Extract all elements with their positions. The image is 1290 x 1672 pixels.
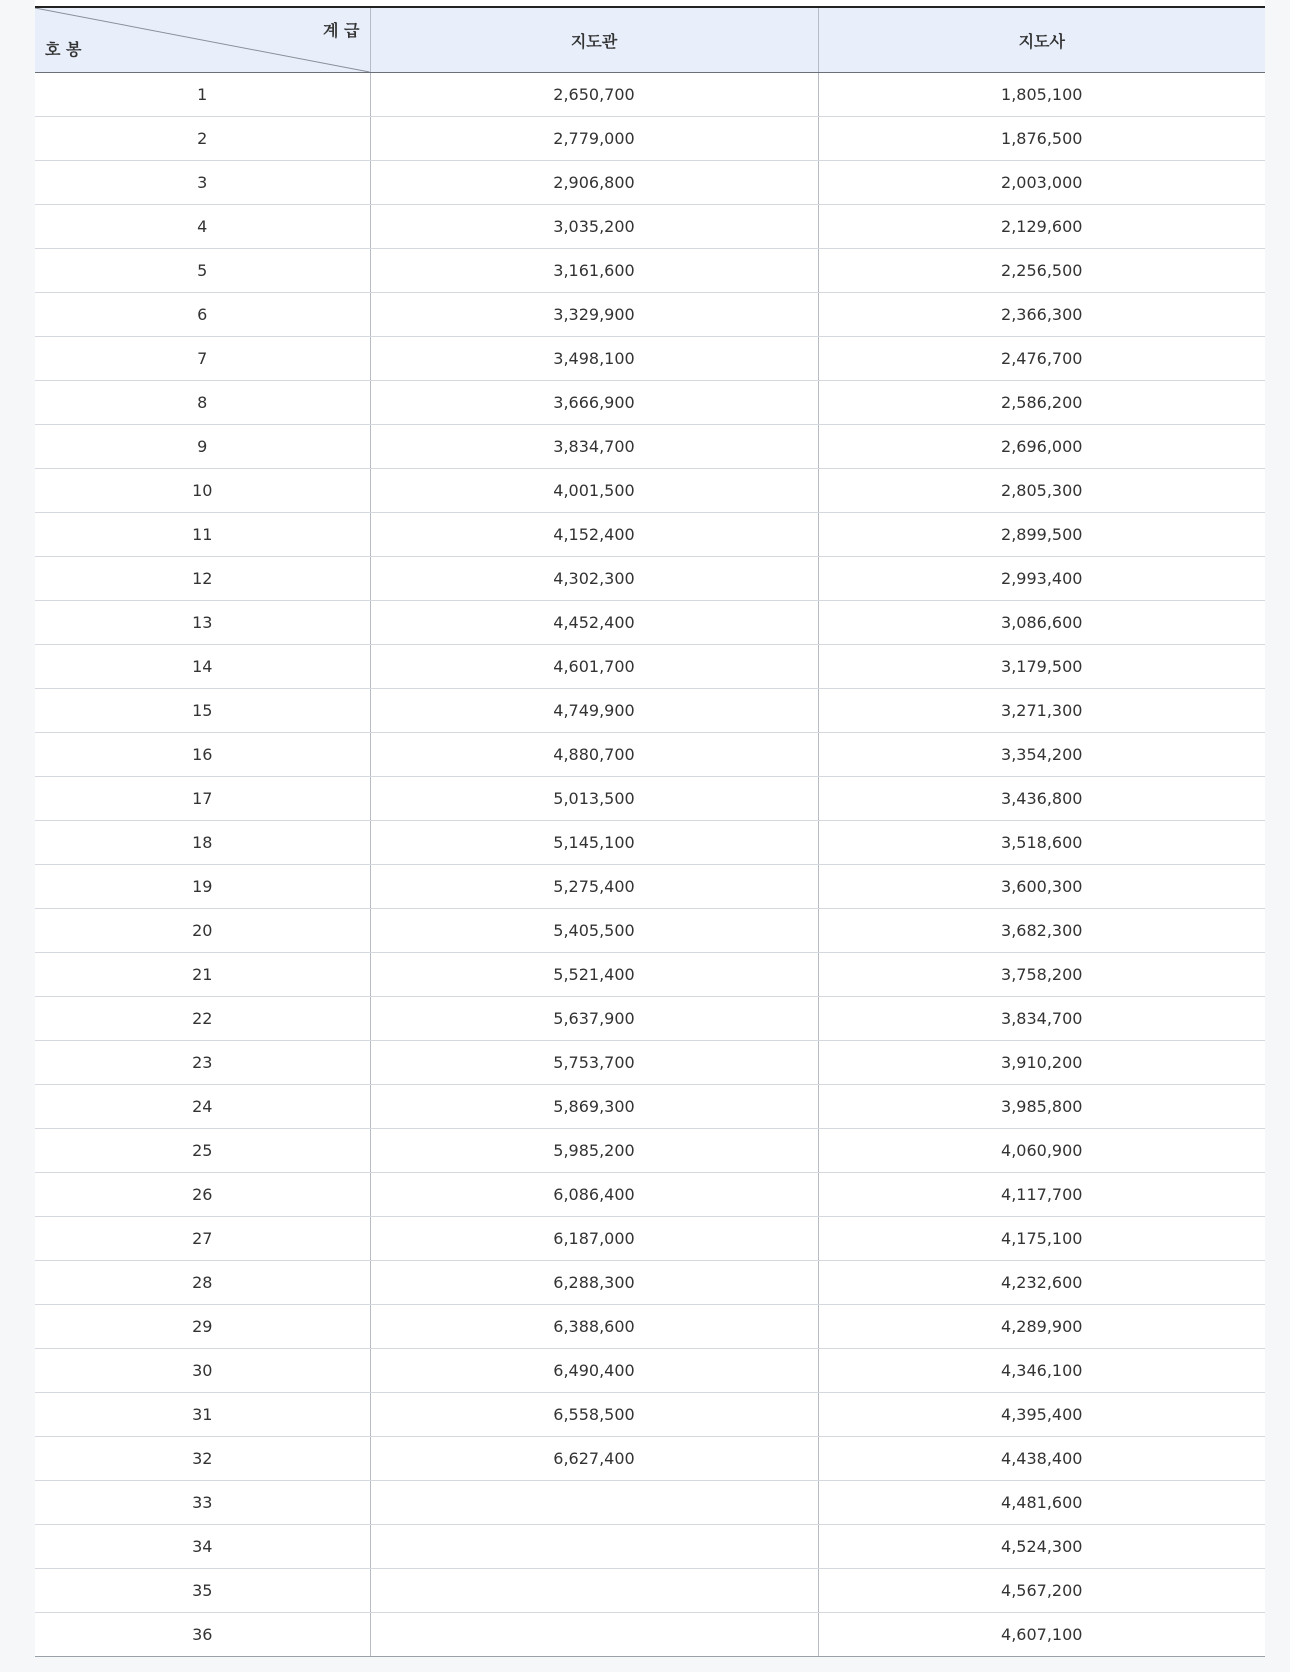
step-cell: 2 [35,117,370,161]
jidogwan-cell: 4,880,700 [370,733,818,777]
table-row [35,381,1265,425]
table-row [35,337,1265,381]
step-cell: 30 [35,1349,370,1393]
jidosa-cell: 2,003,000 [818,161,1265,205]
table-row [35,1085,1265,1129]
table-row [35,557,1265,601]
table-row [35,1349,1265,1393]
jidogwan-cell: 6,490,400 [370,1349,818,1393]
step-cell: 13 [35,601,370,645]
jidogwan-cell [370,1569,818,1613]
table-row [35,1437,1265,1481]
step-cell: 22 [35,997,370,1041]
jidosa-cell: 4,232,600 [818,1261,1265,1305]
step-cell: 23 [35,1041,370,1085]
step-cell: 36 [35,1613,370,1657]
jidogwan-cell: 6,187,000 [370,1217,818,1261]
jidosa-cell: 1,805,100 [818,73,1265,117]
step-cell: 14 [35,645,370,689]
jidosa-cell: 2,899,500 [818,513,1265,557]
jidogwan-cell: 4,302,300 [370,557,818,601]
table-row [35,161,1265,205]
jidogwan-cell [370,1481,818,1525]
jidosa-cell: 2,366,300 [818,293,1265,337]
table-row [35,1569,1265,1613]
table-body [35,73,1265,1657]
step-cell: 11 [35,513,370,557]
jidosa-cell: 3,834,700 [818,997,1265,1041]
step-cell: 16 [35,733,370,777]
jidogwan-cell: 5,753,700 [370,1041,818,1085]
header-col-jidosa: 지도사 [818,7,1265,73]
table-row [35,865,1265,909]
jidogwan-cell: 6,086,400 [370,1173,818,1217]
jidogwan-cell: 5,145,100 [370,821,818,865]
jidogwan-cell: 5,637,900 [370,997,818,1041]
table-row [35,73,1265,117]
step-cell: 15 [35,689,370,733]
step-cell: 19 [35,865,370,909]
jidogwan-cell: 4,601,700 [370,645,818,689]
jidogwan-cell: 4,749,900 [370,689,818,733]
table-row [35,1261,1265,1305]
table-row [35,425,1265,469]
jidogwan-cell: 4,152,400 [370,513,818,557]
step-cell: 8 [35,381,370,425]
step-cell: 10 [35,469,370,513]
jidogwan-cell: 3,035,200 [370,205,818,249]
jidosa-cell: 3,354,200 [818,733,1265,777]
jidosa-cell: 3,758,200 [818,953,1265,997]
jidosa-cell: 3,086,600 [818,601,1265,645]
header-row [35,7,1265,73]
jidosa-cell: 4,117,700 [818,1173,1265,1217]
step-cell: 17 [35,777,370,821]
jidosa-cell: 2,256,500 [818,249,1265,293]
jidosa-cell: 3,179,500 [818,645,1265,689]
jidosa-cell: 3,518,600 [818,821,1265,865]
jidosa-cell: 4,395,400 [818,1393,1265,1437]
step-cell: 6 [35,293,370,337]
table-row [35,953,1265,997]
step-cell: 35 [35,1569,370,1613]
table-row [35,1481,1265,1525]
step-cell: 5 [35,249,370,293]
table-row [35,1305,1265,1349]
step-cell: 34 [35,1525,370,1569]
jidogwan-cell: 4,452,400 [370,601,818,645]
table-row [35,689,1265,733]
step-cell: 9 [35,425,370,469]
jidogwan-cell: 6,627,400 [370,1437,818,1481]
header-step-label: 호 봉 [45,40,82,59]
jidogwan-cell: 3,666,900 [370,381,818,425]
table-row [35,469,1265,513]
jidogwan-cell: 5,405,500 [370,909,818,953]
jidosa-cell: 4,060,900 [818,1129,1265,1173]
jidosa-cell: 3,600,300 [818,865,1265,909]
jidogwan-cell: 4,001,500 [370,469,818,513]
header-col-jidogwan: 지도관 [370,7,818,73]
table-row [35,601,1265,645]
table-row [35,821,1265,865]
table-row [35,1173,1265,1217]
jidosa-cell: 2,805,300 [818,469,1265,513]
header-grade-label: 계 급 [323,21,360,40]
salary-table [35,6,1265,1657]
jidogwan-cell: 6,388,600 [370,1305,818,1349]
step-cell: 7 [35,337,370,381]
table-row [35,117,1265,161]
step-cell: 21 [35,953,370,997]
jidogwan-cell: 3,498,100 [370,337,818,381]
jidosa-cell: 4,289,900 [818,1305,1265,1349]
jidogwan-cell: 5,275,400 [370,865,818,909]
jidogwan-cell: 3,834,700 [370,425,818,469]
step-cell: 20 [35,909,370,953]
table-row [35,249,1265,293]
jidosa-cell: 2,586,200 [818,381,1265,425]
jidosa-cell: 3,985,800 [818,1085,1265,1129]
jidogwan-cell: 2,779,000 [370,117,818,161]
jidogwan-cell: 5,013,500 [370,777,818,821]
jidosa-cell: 3,436,800 [818,777,1265,821]
table-row [35,1393,1265,1437]
jidogwan-cell: 2,650,700 [370,73,818,117]
step-cell: 33 [35,1481,370,1525]
jidogwan-cell: 5,869,300 [370,1085,818,1129]
jidosa-cell: 4,481,600 [818,1481,1265,1525]
jidogwan-cell: 2,906,800 [370,161,818,205]
step-cell: 12 [35,557,370,601]
jidogwan-cell: 6,558,500 [370,1393,818,1437]
jidosa-cell: 4,175,100 [818,1217,1265,1261]
jidogwan-cell: 6,288,300 [370,1261,818,1305]
jidosa-cell: 4,567,200 [818,1569,1265,1613]
jidogwan-cell: 3,329,900 [370,293,818,337]
step-cell: 1 [35,73,370,117]
diagonal-line [35,8,370,72]
jidosa-cell: 2,993,400 [818,557,1265,601]
table-row [35,733,1265,777]
step-cell: 3 [35,161,370,205]
jidosa-cell: 2,476,700 [818,337,1265,381]
step-cell: 28 [35,1261,370,1305]
jidogwan-cell: 5,521,400 [370,953,818,997]
step-cell: 27 [35,1217,370,1261]
jidogwan-cell [370,1525,818,1569]
jidosa-cell: 4,438,400 [818,1437,1265,1481]
step-cell: 24 [35,1085,370,1129]
step-cell: 26 [35,1173,370,1217]
table-row [35,997,1265,1041]
table-row [35,205,1265,249]
step-cell: 25 [35,1129,370,1173]
jidosa-cell: 4,524,300 [818,1525,1265,1569]
content-panel [35,0,1265,1657]
jidosa-cell: 3,910,200 [818,1041,1265,1085]
jidosa-cell: 2,129,600 [818,205,1265,249]
table-row [35,1129,1265,1173]
jidogwan-cell: 3,161,600 [370,249,818,293]
table-row [35,293,1265,337]
jidosa-cell: 2,696,000 [818,425,1265,469]
step-cell: 31 [35,1393,370,1437]
table-row [35,1525,1265,1569]
jidosa-cell: 1,876,500 [818,117,1265,161]
step-cell: 32 [35,1437,370,1481]
step-cell: 4 [35,205,370,249]
table-row [35,777,1265,821]
table-row [35,1217,1265,1261]
diagonal-header-cell [35,7,370,73]
jidogwan-cell [370,1613,818,1657]
table-row [35,1041,1265,1085]
jidosa-cell: 4,607,100 [818,1613,1265,1657]
table-header [35,7,1265,73]
step-cell: 29 [35,1305,370,1349]
table-row [35,1613,1265,1657]
table-row [35,909,1265,953]
table-row [35,513,1265,557]
jidosa-cell: 4,346,100 [818,1349,1265,1393]
jidosa-cell: 3,271,300 [818,689,1265,733]
jidogwan-cell: 5,985,200 [370,1129,818,1173]
table-row [35,645,1265,689]
jidosa-cell: 3,682,300 [818,909,1265,953]
step-cell: 18 [35,821,370,865]
